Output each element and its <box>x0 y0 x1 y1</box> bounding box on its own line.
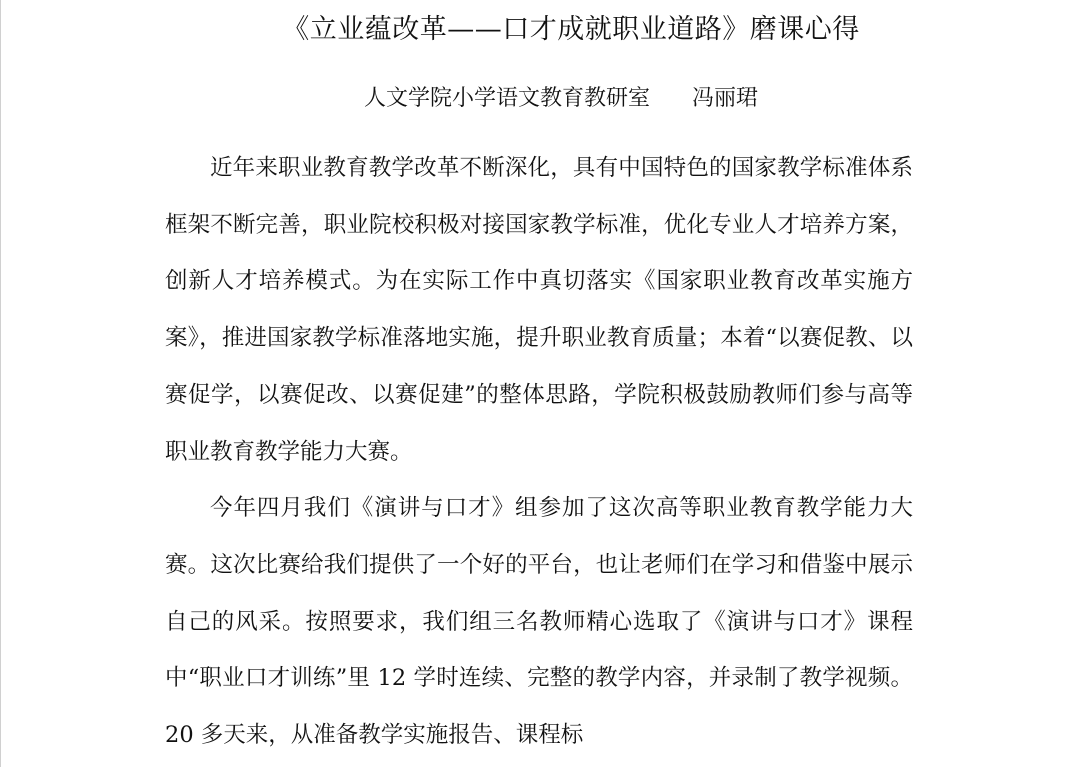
body-paragraph: 今年四月我们《演讲与口才》组参加了这次高等职业教育教学能力大赛。这次比赛给我们提供了一个好的平台，也让老师们在学习和借鉴中展示自己的风采。按照要求，我们组三名教师精心选取了《演讲与口才》课程中“职业口才训练”里 12 学时连续、完整的教学内容，并录制了教学视频。20 多天来，从准备教学实施报告、课程标 <box>165 495 913 749</box>
document-title: 《立业蕴改革——口才成就职业道路》磨课心得 <box>282 14 860 45</box>
document-body <box>165 140 913 764</box>
body-paragraph: 近年来职业教育教学改革不断深化，具有中国特色的国家教学标准体系框架不断完善，职业院校积极对接国家教学标准，优化专业人才培养方案，创新人才培养模式。为在实际工作中真切落实《国家职业教育改革实施方案》，推进国家教学标准落地实施，提升职业教育质量；本着“以赛促教、以赛促学，以赛促改、以赛促建”的整体思路，学院积极鼓励教师们参与高等职业教育教学能力大赛。 <box>165 155 913 465</box>
author-line: 人文学院小学语文教育教研室 冯丽珺 <box>364 86 758 111</box>
